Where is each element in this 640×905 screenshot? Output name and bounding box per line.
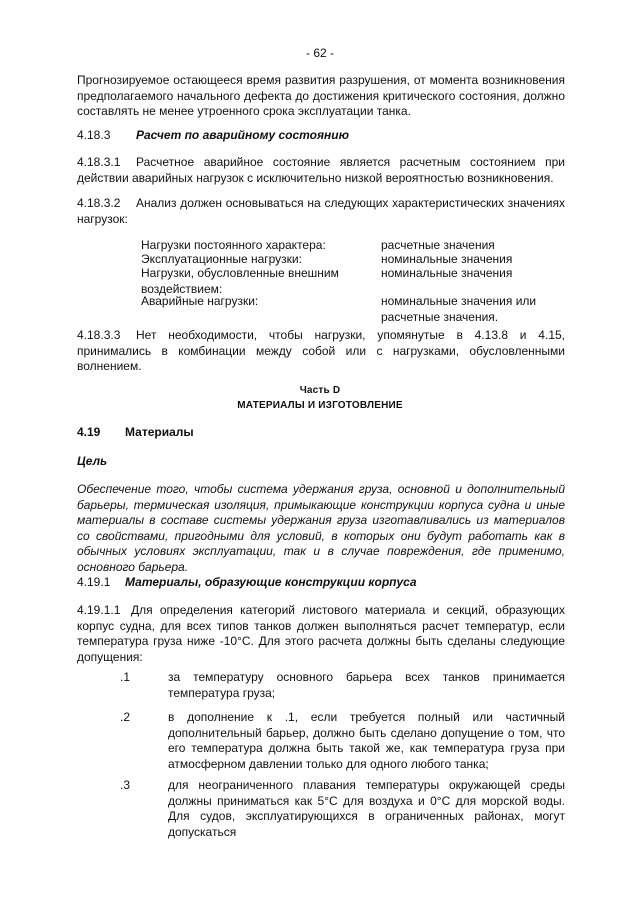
section-title: Материалы, образующие конструкции корпуса	[125, 575, 417, 589]
page-number: - 62 -	[305, 46, 334, 60]
list-item-text: для неограниченного плавания температуры окружающей среды должны приниматься как 5°С для воздуха и 0°С для морской воды. Для судов, эксплуатирующихся в ограниченных районах, могут допускаться	[168, 778, 565, 839]
load-name: Эксплуатационные нагрузки:	[141, 252, 302, 266]
paragraph-number: 4.18.3.2	[77, 196, 121, 210]
load-value: расчетные значения	[381, 238, 495, 252]
part-subheading: МАТЕРИАЛЫ И ИЗГОТОВЛЕНИЕ	[237, 400, 403, 411]
list-item-text: в дополнение к .1, если требуется полный или частичный дополнительный барьер, должно быть сделано допущение о том, что его температура должна быть такой же, как температура груза при атмосферном давлении только для одного любого танка;	[168, 710, 565, 771]
paragraph-number: 4.18.3.1	[77, 155, 121, 169]
goal-text: Обеспечение того, чтобы система удержания груза, основной и дополнительный барьеры, термическая изоляция, примыкающие конструкции корпуса судна и иные материалы в составе системы удержания груза изготавливались из материалов со свойствами, пригодными для условий, в которых они будут работать как в обычных условиях эксплуатации, так и в случае повреждения, где применимо, основного барьера.	[77, 482, 565, 574]
list-item-text: за температуру основного барьера всех танков принимается температура груза;	[168, 670, 565, 700]
load-value: номинальные значения или расчетные значения.	[381, 294, 537, 324]
list-item-label: .1	[120, 670, 131, 684]
paragraph-text: Расчетное аварийное состояние является расчетным состоянием при действии аварийных нагрузок с исключительно низкой вероятностью возникновения.	[77, 155, 565, 185]
paragraph-text: Для определения категорий листового материала и секций, образующих корпус судна, для всех типов танков должен выполняться расчет температур, если температура груза ниже -10°С. Для этого расчета должны быть сделаны следующие допущения:	[77, 603, 565, 664]
section-title: Материалы	[125, 425, 194, 439]
load-value: номинальные значения	[381, 252, 513, 266]
section-number: 4.19.1	[77, 575, 111, 589]
paragraph-number: 4.18.3.3	[77, 328, 121, 342]
part-heading: Часть D	[299, 385, 341, 396]
load-name: Нагрузки, обусловленные внешним воздействием:	[141, 266, 339, 296]
load-name: Нагрузки постоянного характера:	[141, 238, 326, 252]
paragraph-number: 4.19.1.1	[77, 603, 121, 617]
goal-heading: Цель	[77, 454, 108, 468]
intro-paragraph: Прогнозируемое остающееся время развития разрушения, от момента возникновения предполагаемого начального дефекта до достижения критического состояния, должно составлять не менее утроенного срока эксплуатации танка.	[77, 73, 565, 118]
paragraph-text: Нет необходимости, чтобы нагрузки, упомянутые в 4.13.8 и 4.15, принимались в комбинации между собой или с нагрузками, обусловленными волнением.	[77, 328, 565, 373]
paragraph-text: Анализ должен основываться на следующих характеристических значениях нагрузок:	[77, 196, 565, 226]
load-value: номинальные значения	[381, 266, 513, 280]
section-number: 4.19	[77, 425, 101, 439]
list-item-label: .2	[120, 710, 131, 724]
section-number: 4.18.3	[77, 128, 111, 142]
load-name: Аварийные нагрузки:	[141, 294, 259, 308]
list-item-label: .3	[120, 778, 131, 792]
section-title: Расчет по аварийному состоянию	[136, 128, 349, 142]
